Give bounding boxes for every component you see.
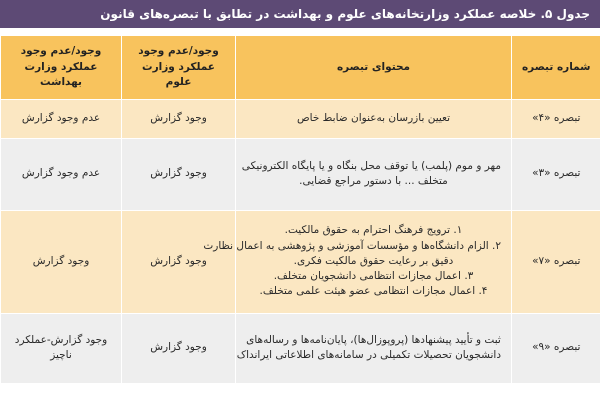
- health-status-line: عدم وجود گزارش: [21, 111, 101, 124]
- note-content-line: ۱. ترویج فرهنگ احترام به حقوق مالکیت.: [284, 224, 463, 237]
- header-health-ministry: [1, 36, 122, 99]
- note-content-line: ثبت و تأیید پیشنهادها (پروپوزال‌ها)، پایان‌نامه‌ها و رساله‌های: [246, 333, 501, 346]
- note-content-cell: [203, 210, 512, 313]
- table-row: [1, 138, 600, 210]
- health-status-line: وجود گزارش-عملکرد: [14, 333, 108, 346]
- note-number-cell: تبصره «۴»: [512, 99, 600, 138]
- note-content-line: مهر و موم (پلمب) یا توقف محل بنگاه و یا پایگاه الکترونیکی: [241, 159, 501, 172]
- table-title: [0, 0, 600, 28]
- header-row: [1, 36, 600, 99]
- note-content-cell: [236, 138, 512, 210]
- note-content-line: ۳. اعمال مجازات انتظامی دانشجویان متخلف.: [273, 270, 474, 283]
- health-status-cell: [1, 210, 122, 313]
- health-status-cell: [1, 99, 122, 138]
- table-row: [1, 99, 600, 138]
- note-content-line: دقیق بر رعایت حقوق مالکیت فکری.: [293, 254, 454, 267]
- header-health-line: وجود/عدم وجود: [20, 45, 102, 58]
- note-content-cell: [236, 99, 512, 138]
- science-status-cell: وجود گزارش: [122, 99, 236, 138]
- note-content-line: ۴. اعمال مجازات انتظامی عضو هیئت علمی متخلف.: [259, 285, 488, 298]
- science-status-cell: وجود گزارش: [122, 313, 236, 383]
- note-number-cell: تبصره «۹»: [512, 313, 600, 383]
- header-science-line: عملکرد وزارت علوم: [142, 60, 215, 88]
- science-status-cell: وجود گزارش: [122, 138, 236, 210]
- table-row: [1, 313, 600, 383]
- table-title-text: جدول ۵. خلاصه عملکرد وزارتخانه‌های علوم و بهداشت در تطابق با تبصره‌های قانون: [100, 7, 590, 21]
- table-row: [1, 210, 600, 313]
- header-health-line: عملکرد وزارت بهداشت: [24, 60, 98, 88]
- header-science-line: وجود/عدم وجود: [138, 45, 219, 58]
- health-status-cell: [1, 138, 122, 210]
- health-status-cell: [1, 313, 122, 383]
- health-status-line: ناچیز: [50, 349, 72, 361]
- note-content-line: دانشجویان تحصیلات تکمیلی در سامانه‌های اطلاعاتی ایرانداک: [236, 349, 501, 361]
- note-number-cell: تبصره «۷»: [512, 210, 600, 313]
- health-status-line: عدم وجود گزارش: [21, 167, 101, 180]
- header-science-ministry: [122, 36, 236, 99]
- compliance-table: [0, 36, 600, 384]
- science-status-cell: وجود گزارش: [122, 210, 236, 313]
- note-content-cell: [236, 313, 512, 383]
- note-content-line: تعیین بازرسان به‌عنوان ضابط خاص: [296, 111, 451, 124]
- health-status-line: وجود گزارش: [32, 254, 90, 267]
- header-note-number: شماره تبصره: [512, 36, 600, 99]
- note-content-line: متخلف ... با دستور مراجع قضایی.: [299, 175, 448, 187]
- note-content-line: ۲. الزام دانشگاه‌ها و مؤسسات آموزشی و پژوهشی به اعمال نظارت: [203, 239, 501, 252]
- header-content: محتوای تبصره: [236, 36, 512, 99]
- note-number-cell: تبصره «۳»: [512, 138, 600, 210]
